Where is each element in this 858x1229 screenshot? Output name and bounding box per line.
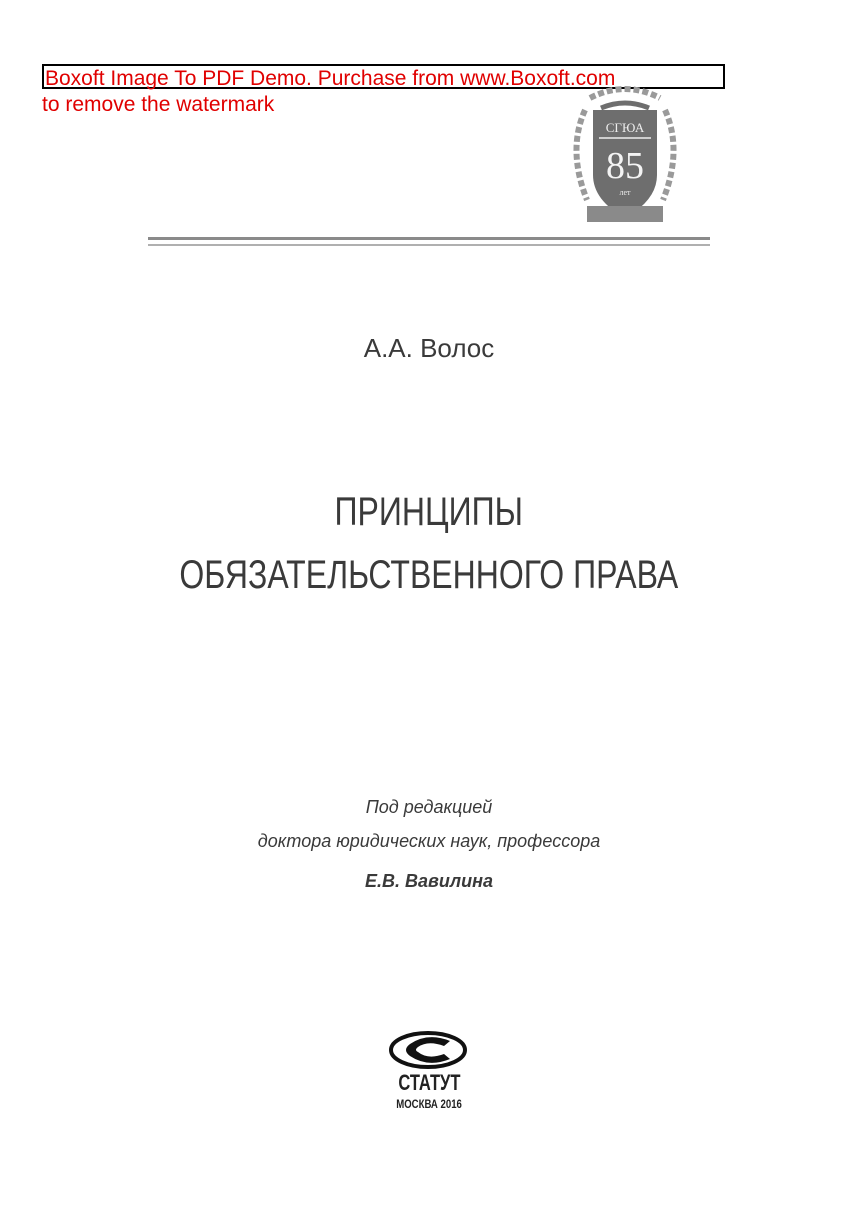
publisher-logo-icon [388, 1030, 468, 1070]
author-name: А.А. Волос [363, 333, 495, 363]
seal-number: 85 [606, 145, 644, 187]
editor-name: Е.В. Вавилина [365, 871, 493, 891]
watermark-line-2: to remove the watermark [42, 93, 275, 116]
publisher-name: СТАТУТ [397, 1070, 461, 1095]
editor-credentials: доктора юридических наук, профессора [257, 831, 601, 851]
book-title-line-1: ПРИНЦИПЫ [334, 490, 524, 534]
divider-line [148, 244, 710, 246]
anniversary-seal-logo [565, 80, 685, 230]
publisher-city-year: МОСКВА 2016 [396, 1097, 462, 1111]
divider-line [148, 237, 710, 240]
book-title-line-2: ОБЯЗАТЕЛЬСТВЕННОГО ПРАВА [179, 553, 679, 597]
watermark-line-1: Boxoft Image To PDF Demo. Purchase from www.Boxoft.com [42, 64, 725, 89]
seal-bottom-text: лет [619, 188, 631, 197]
edited-by-label: Под редакцией [365, 797, 493, 817]
seal-top-text: СГЮА [605, 120, 645, 135]
